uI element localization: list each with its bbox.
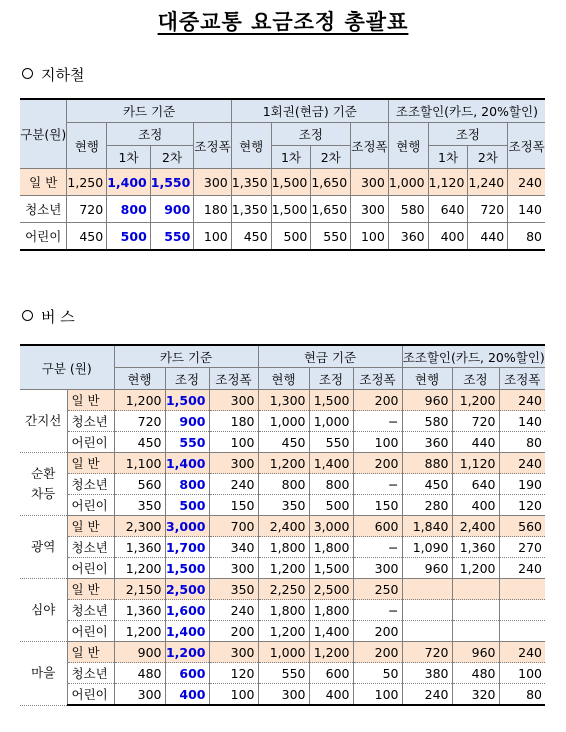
fare-cell: 1,120 [428,169,468,196]
fare-cell: 700 [209,516,258,537]
fare-cell: 560 [499,516,545,537]
first-phase-header: 1차 [107,146,151,169]
fare-cell: 100 [194,223,231,251]
fare-cell: 640 [452,474,499,495]
fare-cell: 720 [114,411,165,432]
route-type-label: 심야 [20,579,67,642]
fare-cell: 300 [194,169,231,196]
fare-cell: 1,600 [165,600,209,621]
fare-cell: 340 [209,537,258,558]
fare-cell: 640 [428,196,468,223]
table-row [20,453,545,474]
row-label: 일 반 [67,642,114,663]
row-label: 어린이 [67,558,114,579]
fare-cell: 450 [114,432,165,453]
fare-cell: 1,240 [468,169,508,196]
fare-cell: 300 [114,684,165,706]
fare-cell: 1,650 [311,169,351,196]
fare-cell: 2,150 [114,579,165,600]
fare-cell: 240 [508,169,545,196]
fare-cell: 1,360 [114,537,165,558]
fare-cell: − [353,411,402,432]
fare-cell: 1,350 [231,169,271,196]
fare-cell: 1,500 [309,390,353,411]
fare-cell: 1,400 [165,621,209,642]
table-row [20,196,545,223]
fare-cell [402,579,452,600]
bus-fare-table [20,344,545,706]
fare-cell: 1,000 [388,169,428,196]
table-row [20,600,545,621]
fare-cell: 550 [311,223,351,251]
fare-cell: 150 [353,495,402,516]
fare-cell: 500 [165,495,209,516]
fare-cell [452,621,499,642]
fare-cell: 270 [499,537,545,558]
fare-cell: 580 [388,196,428,223]
early-header: 조조할인(카드, 20%할인) [402,345,545,368]
fare-cell: 1,120 [452,453,499,474]
second-phase-header: 2차 [311,146,351,169]
fare-cell: 100 [209,432,258,453]
table-row [20,558,545,579]
fare-cell: 1,300 [258,390,309,411]
table-row [20,474,545,495]
fare-cell: 450 [231,223,271,251]
row-label: 어린이 [67,684,114,706]
fare-cell: 300 [209,558,258,579]
fare-cell: 600 [165,663,209,684]
fare-cell: 1,000 [258,411,309,432]
fare-cell: 550 [258,663,309,684]
fare-cell: 480 [114,663,165,684]
fare-cell: 1,400 [165,453,209,474]
adjust-header: 조정 [107,123,194,146]
adjust-header: 조정 [309,368,353,390]
fare-cell: 3,000 [309,516,353,537]
fare-cell: 800 [309,474,353,495]
current-header: 현행 [402,368,452,390]
fare-cell: 180 [209,411,258,432]
fare-cell: 600 [353,516,402,537]
fare-cell: 100 [499,663,545,684]
fare-cell: 500 [107,223,151,251]
fare-cell: 300 [351,196,389,223]
fare-cell: 1,100 [114,453,165,474]
fare-cell [402,621,452,642]
fare-cell: 300 [351,169,389,196]
fare-cell: 1,200 [258,558,309,579]
fare-cell: 480 [452,663,499,684]
row-label: 어린이 [67,495,114,516]
fare-cell: 2,500 [309,579,353,600]
row-label: 청소년 [67,663,114,684]
row-label: 청소년 [67,411,114,432]
route-type-label: 광역 [20,516,67,579]
fare-cell: 240 [402,684,452,706]
fare-cell: 240 [499,390,545,411]
fare-cell: 1,090 [402,537,452,558]
fare-cell: 240 [499,642,545,663]
fare-cell: 100 [353,684,402,706]
second-phase-header: 2차 [468,146,508,169]
fare-cell: 280 [402,495,452,516]
fare-cell: 1,700 [165,537,209,558]
fare-cell: 500 [309,495,353,516]
fare-cell: 450 [67,223,107,251]
fare-cell: − [353,600,402,621]
table-row [20,537,545,558]
fare-cell: 1,200 [258,621,309,642]
fare-cell: 180 [194,196,231,223]
fare-cell: 800 [165,474,209,495]
fare-cell: 1,250 [67,169,107,196]
first-phase-header: 1차 [271,146,311,169]
fare-cell: 800 [258,474,309,495]
fare-cell: 1,800 [309,600,353,621]
fare-cell: 560 [114,474,165,495]
fare-cell [499,579,545,600]
row-label: 청소년 [67,474,114,495]
fare-cell: 120 [209,663,258,684]
fare-cell: 2,500 [165,579,209,600]
fare-cell: 350 [258,495,309,516]
fare-cell: 440 [468,223,508,251]
fare-cell: 400 [428,223,468,251]
group-header: 구분(원) [20,99,67,169]
fare-cell: 240 [499,558,545,579]
table-row [20,684,545,706]
fare-cell: 1,400 [107,169,151,196]
bus-section-heading: 버 스 [22,306,75,327]
fare-cell: − [353,537,402,558]
fare-cell: 200 [353,453,402,474]
fare-cell: 300 [209,642,258,663]
subway-fare-table [20,98,545,251]
early-header: 조조할인(카드, 20%할인) [388,99,545,123]
row-label: 어린이 [67,432,114,453]
current-header: 현행 [67,123,107,169]
fare-cell: 350 [209,579,258,600]
row-label: 청소년 [67,537,114,558]
fare-cell: 360 [388,223,428,251]
fare-cell: 1,200 [309,642,353,663]
fare-cell: 720 [402,642,452,663]
table-row [20,169,545,196]
adjust-header: 조정 [165,368,209,390]
row-label: 일 반 [67,516,114,537]
fare-cell: 80 [508,223,545,251]
width-header: 조정폭 [508,123,545,169]
table-row [20,411,545,432]
width-header: 조정폭 [209,368,258,390]
current-header: 현행 [388,123,428,169]
fare-cell: 450 [258,432,309,453]
circle-bullet-icon [22,310,33,321]
fare-cell: 120 [499,495,545,516]
fare-cell: 720 [468,196,508,223]
fare-cell: 1,200 [114,621,165,642]
fare-cell: 2,400 [258,516,309,537]
fare-cell: 500 [271,223,311,251]
current-header: 현행 [258,368,309,390]
fare-cell: 1,200 [114,558,165,579]
table-row [20,432,545,453]
fare-cell: 580 [402,411,452,432]
second-phase-header: 2차 [150,146,194,169]
fare-cell: 1,200 [452,390,499,411]
row-label: 일 반 [67,390,114,411]
fare-cell: 240 [209,600,258,621]
fare-cell: 800 [107,196,151,223]
fare-cell: 550 [165,432,209,453]
width-header: 조정폭 [353,368,402,390]
row-label: 일 반 [67,453,114,474]
fare-cell: 1,500 [271,169,311,196]
fare-cell: 100 [209,684,258,706]
fare-cell: 100 [353,432,402,453]
fare-cell: 1,000 [258,642,309,663]
width-header: 조정폭 [194,123,231,169]
table-row [20,579,545,600]
fare-cell: 1,400 [309,453,353,474]
first-phase-header: 1차 [428,146,468,169]
fare-cell: 240 [499,453,545,474]
fare-cell: 190 [499,474,545,495]
fare-cell: 1,800 [258,600,309,621]
current-header: 현행 [114,368,165,390]
card-header: 카드 기준 [114,345,258,368]
fare-cell: 1,000 [309,411,353,432]
fare-cell: 150 [209,495,258,516]
fare-cell: − [353,474,402,495]
fare-cell: 80 [499,432,545,453]
row-label: 청소년 [20,196,67,223]
fare-cell: 2,250 [258,579,309,600]
fare-cell: 1,200 [258,453,309,474]
fare-cell: 140 [508,196,545,223]
table-row [20,516,545,537]
fare-cell: 300 [209,390,258,411]
fare-cell: 1,650 [311,196,351,223]
fare-cell: 350 [114,495,165,516]
fare-cell: 1,360 [452,537,499,558]
fare-cell [499,600,545,621]
fare-cell: 200 [209,621,258,642]
fare-cell: 1,800 [258,537,309,558]
fare-cell: 1,800 [309,537,353,558]
row-label: 일 반 [67,579,114,600]
fare-cell: 380 [402,663,452,684]
row-label: 청소년 [67,600,114,621]
fare-cell: 2,400 [452,516,499,537]
fare-cell: 550 [309,432,353,453]
route-type-label: 간지선 [20,390,67,453]
fare-cell: 1,360 [114,600,165,621]
adjust-header: 조정 [271,123,351,146]
fare-cell: 360 [402,432,452,453]
row-label: 어린이 [20,223,67,251]
table-row [20,390,545,411]
fare-cell [452,600,499,621]
subway-section-heading: 지하철 [22,64,84,85]
fare-cell: 900 [114,642,165,663]
circle-bullet-icon [22,68,33,79]
route-type-label: 마을 [20,642,67,706]
fare-cell: 960 [402,390,452,411]
fare-cell [402,600,452,621]
fare-cell: 1,500 [165,558,209,579]
fare-cell: 600 [309,663,353,684]
fare-cell: 900 [165,411,209,432]
fare-cell: 720 [452,411,499,432]
width-header: 조정폭 [351,123,389,169]
fare-cell: 300 [209,453,258,474]
fare-cell: 140 [499,411,545,432]
table-row [20,642,545,663]
fare-cell: 200 [353,642,402,663]
fare-cell: 960 [402,558,452,579]
current-header: 현행 [231,123,271,169]
width-header: 조정폭 [499,368,545,390]
fare-cell: 1,200 [165,642,209,663]
fare-cell: 300 [258,684,309,706]
fare-cell: 3,000 [165,516,209,537]
fare-cell: 1,840 [402,516,452,537]
fare-cell: 50 [353,663,402,684]
fare-cell [452,579,499,600]
document-title: 대중교통 요금조정 총괄표 [157,10,409,34]
fare-cell: 200 [353,621,402,642]
fare-cell: 100 [351,223,389,251]
fare-cell: 80 [499,684,545,706]
fare-cell: 440 [452,432,499,453]
table-row [20,223,545,251]
fare-cell: 320 [452,684,499,706]
cash-header: 1회권(현금) 기준 [231,99,388,123]
route-type-label: 순환 차등 [20,453,67,516]
fare-cell: 1,350 [231,196,271,223]
fare-cell: 1,500 [309,558,353,579]
table-row [20,663,545,684]
fare-cell: 900 [150,196,194,223]
fare-cell: 300 [353,558,402,579]
fare-cell: 250 [353,579,402,600]
fare-cell: 1,200 [452,558,499,579]
fare-cell: 400 [165,684,209,706]
row-label: 어린이 [67,621,114,642]
fare-cell: 550 [150,223,194,251]
fare-cell: 1,550 [150,169,194,196]
fare-cell [499,621,545,642]
fare-cell: 450 [402,474,452,495]
adjust-header: 조정 [452,368,499,390]
fare-cell: 400 [309,684,353,706]
fare-cell: 1,500 [271,196,311,223]
fare-cell: 1,500 [165,390,209,411]
group-header: 구분 (원) [20,345,114,390]
table-row [20,495,545,516]
card-header: 카드 기준 [67,99,231,123]
fare-cell: 1,400 [309,621,353,642]
fare-cell: 200 [353,390,402,411]
adjust-header: 조정 [428,123,508,146]
fare-cell: 1,200 [114,390,165,411]
fare-cell: 720 [67,196,107,223]
fare-cell: 2,300 [114,516,165,537]
fare-cell: 400 [452,495,499,516]
fare-cell: 240 [209,474,258,495]
row-label: 일 반 [20,169,67,196]
cash-header: 현금 기준 [258,345,402,368]
fare-cell: 960 [452,642,499,663]
table-row [20,621,545,642]
fare-cell: 880 [402,453,452,474]
